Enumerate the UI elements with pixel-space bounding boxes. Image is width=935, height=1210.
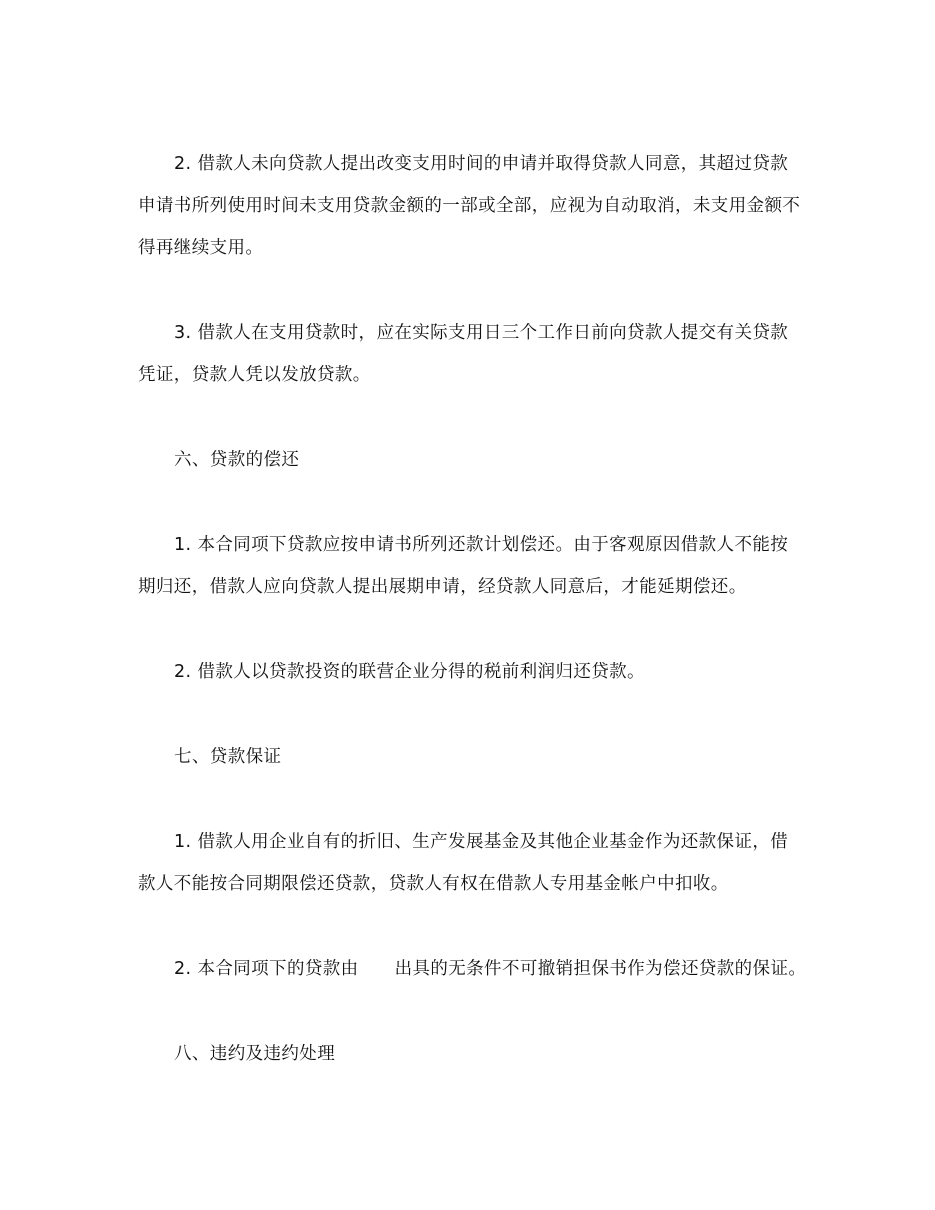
paragraph-guarantee-fund: 1. 借款人用企业自有的折旧、生产发展基金及其他企业基金作为还款保证，借款人不能按合同期限偿还贷款，贷款人有权在借款人专用基金帐户中扣收。 xyxy=(138,832,789,894)
section-heading-repayment: 六、贷款的偿还 xyxy=(174,450,300,470)
paragraph-drawdown-notice: 3. 借款人在支用贷款时，应在实际支用日三个工作日前向贷款人提交有关贷款凭证，贷款人凭以发放贷款。 xyxy=(138,323,789,385)
section-heading-guarantee: 七、贷款保证 xyxy=(174,747,282,767)
paragraph-repayment-plan: 1. 本合同项下贷款应按申请书所列还款计划偿还。由于客观原因借款人不能按期归还，借款人应向贷款人提出展期申请，经贷款人同意后，才能延期偿还。 xyxy=(138,535,789,597)
guarantee-text-before-blank: 2. 本合同项下的贷款由 xyxy=(174,959,359,979)
paragraph-repayment-source: 2. 借款人以贷款投资的联营企业分得的税前利润归还贷款。 xyxy=(174,662,645,682)
section-heading-default: 八、违约及违约处理 xyxy=(174,1044,336,1064)
paragraph-guarantee-letter xyxy=(138,948,818,990)
guarantee-text-after-blank: 出具的无条件不可撤销担保书作为偿还贷款的保证。 xyxy=(394,959,807,979)
paragraph-drawdown-cancellation: 2. 借款人未向贷款人提出改变支用时间的申请并取得贷款人同意，其超过贷款申请书所列使用时间未支用贷款金额的一部或全部，应视为自动取消，未支用金额不得再继续支用。 xyxy=(138,154,801,258)
